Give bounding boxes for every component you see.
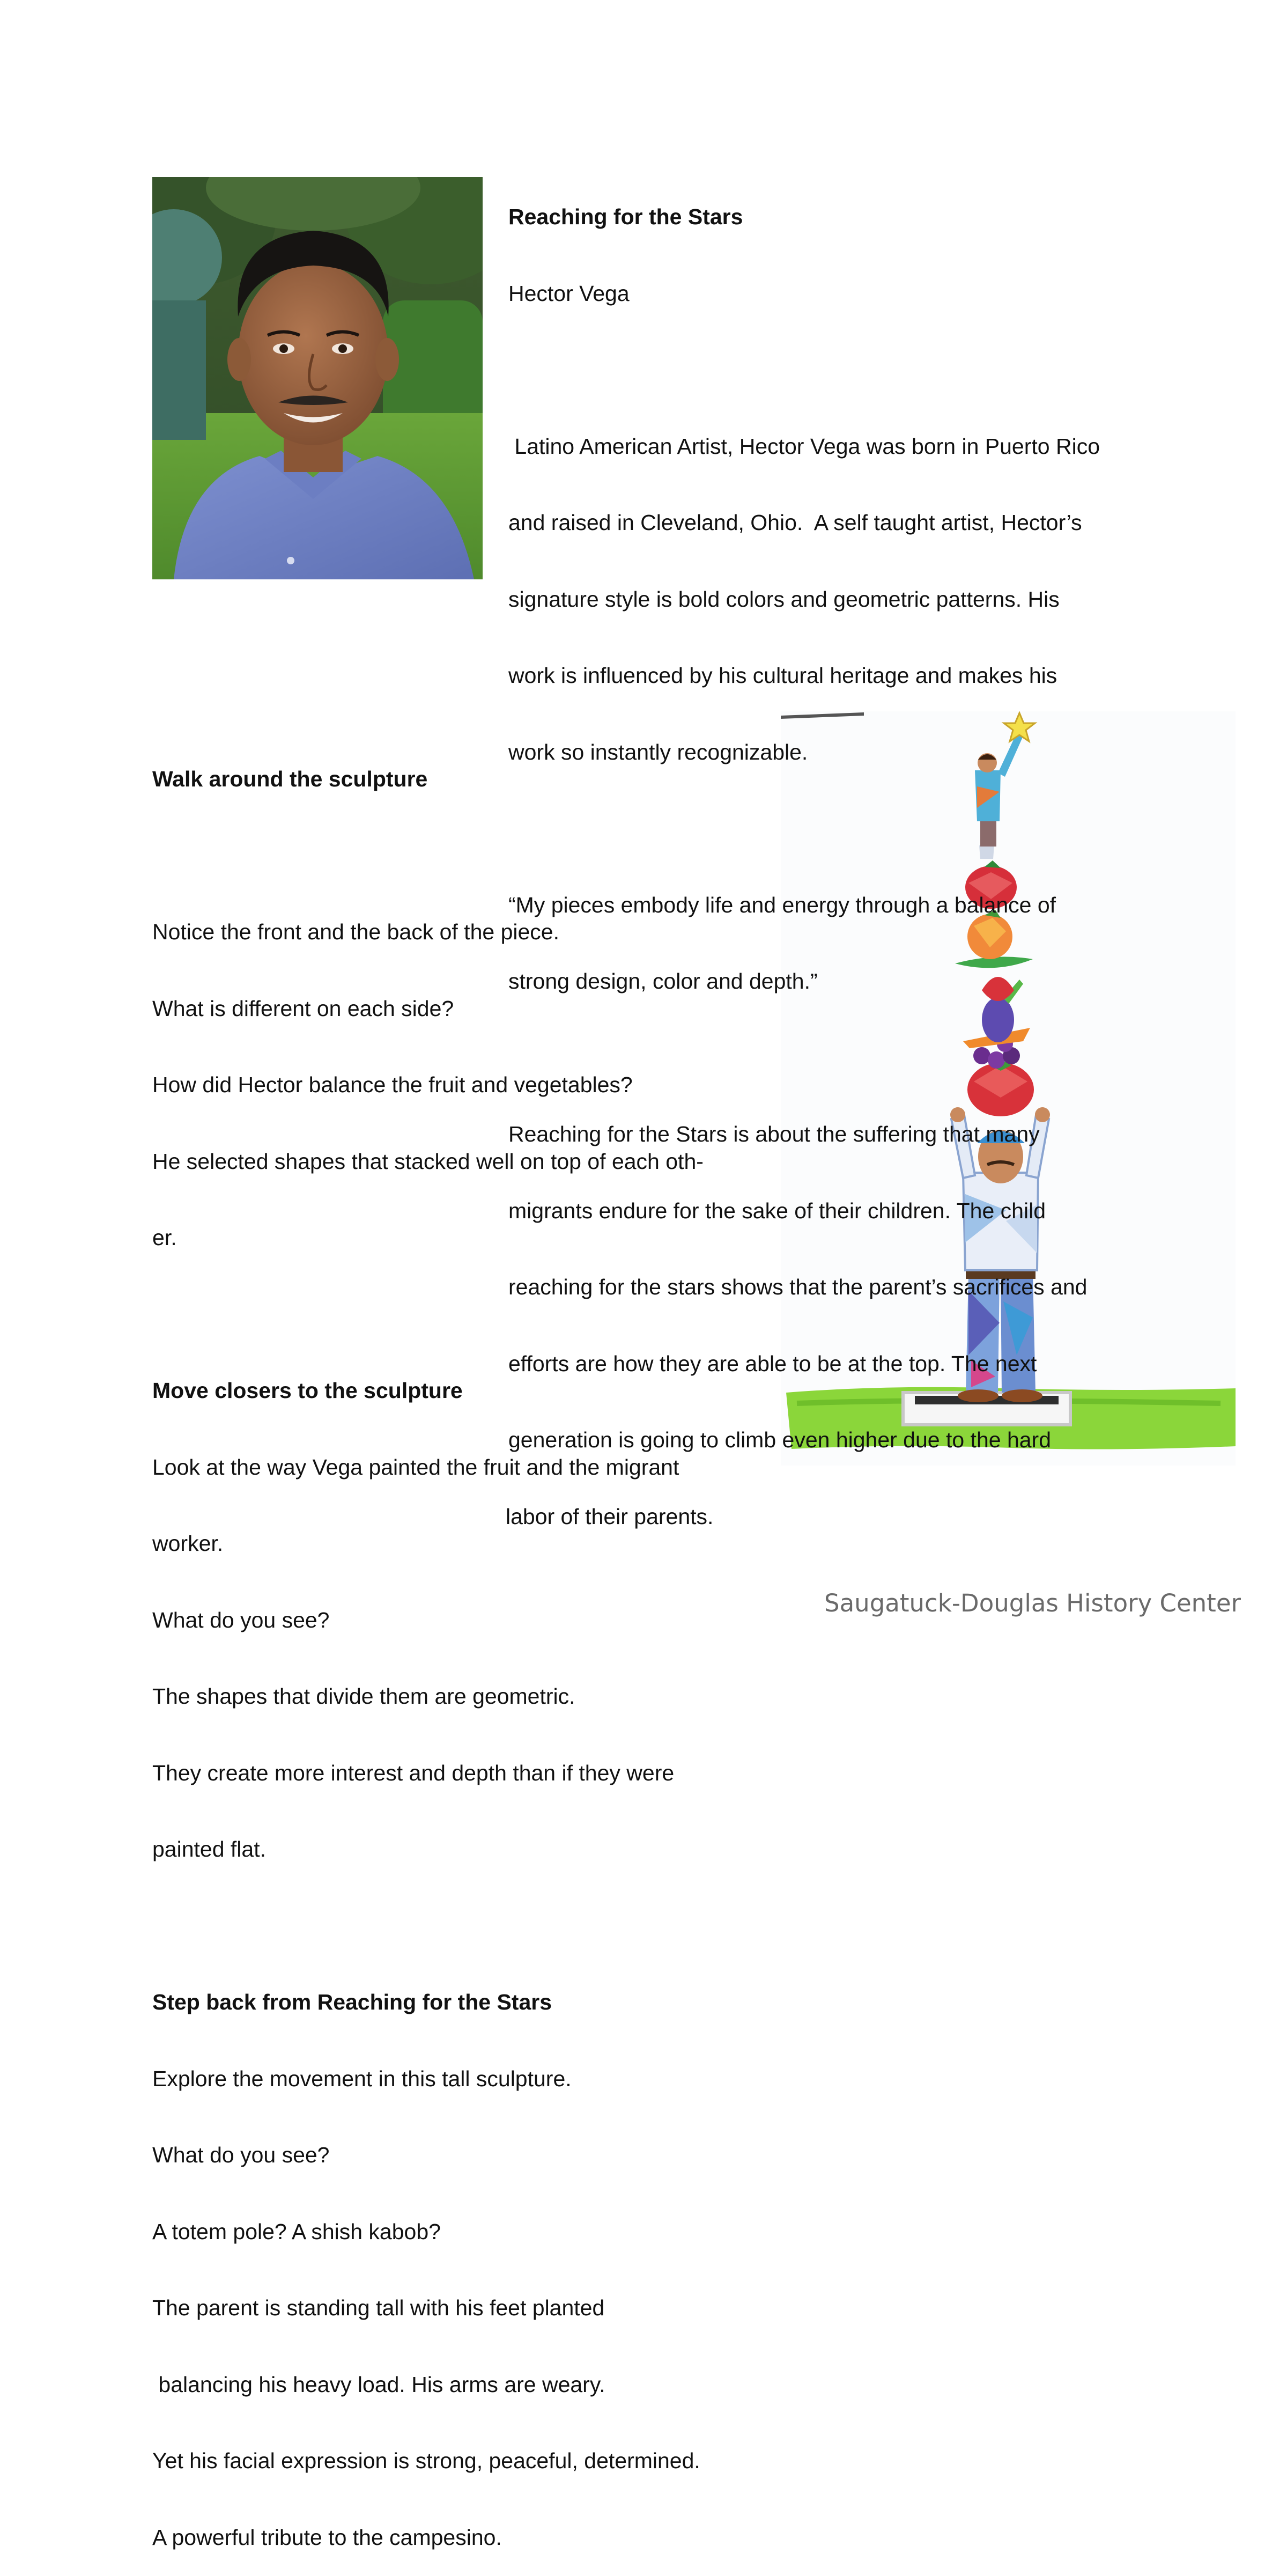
section-line: Yet his facial expression is strong, peaceful, determined.: [152, 2448, 700, 2473]
bio-line: Latino American Artist, Hector Vega was born in Puerto Rico: [508, 433, 1100, 459]
section-line: A powerful tribute to the campesino.: [152, 2525, 502, 2550]
quote-line: strong design, color and depth.”: [508, 969, 818, 993]
footer-credit: Saugatuck-Douglas History Center: [824, 1589, 1241, 1617]
section-line: The parent is standing tall with his feet planted: [152, 2295, 605, 2320]
section-line: Notice the front and the back of the piece.: [152, 919, 559, 944]
section-line: Look at the way Vega painted the fruit and the migrant: [152, 1454, 679, 1480]
section-line: What is different on each side?: [152, 996, 454, 1021]
section-heading: Walk around the sculpture: [152, 767, 428, 791]
description-line: reaching for the stars shows that the parent’s sacrifices and: [508, 1275, 1088, 1299]
section-line: er.: [152, 1225, 177, 1250]
description-line: Reaching for the Stars is about the suffering that many: [508, 1122, 1040, 1146]
section-line: They create more interest and depth than if they were: [152, 1760, 675, 1785]
section-line: How did Hector balance the fruit and vegetables?: [152, 1072, 633, 1097]
section-line: painted flat.: [152, 1837, 266, 1861]
section-line: A totem pole? A shish kabob?: [152, 2219, 441, 2244]
section-line: He selected shapes that stacked well on top of each oth-: [152, 1149, 704, 1174]
description-line: migrants endure for the sake of their children. The child: [508, 1198, 1046, 1223]
quote-line: “My pieces embody life and energy through a balance of: [508, 892, 1056, 917]
activities-block: [152, 716, 704, 2576]
section-line: Explore the movement in this tall sculpture.: [152, 2066, 572, 2091]
artist-name: Hector Vega: [508, 281, 630, 306]
bio-line: and raised in Cleveland, Ohio. A self taught artist, Hector’s: [508, 510, 1082, 535]
section-heading: Step back from Reaching for the Stars: [152, 1990, 552, 2014]
section-line: What do you see?: [152, 1607, 330, 1632]
section-line: worker.: [152, 1531, 224, 1556]
section-line: The shapes that divide them are geometric.: [152, 1684, 575, 1709]
artist-portrait: [152, 177, 483, 579]
bio-line: signature style is bold colors and geometric patterns. His: [508, 586, 1060, 612]
section-line: What do you see?: [152, 2143, 330, 2167]
description-line: generation is going to climb even higher due to the hard: [508, 1427, 1052, 1452]
bio-line: work so instantly recognizable.: [508, 739, 808, 764]
section-heading: Move closers to the sculpture: [152, 1378, 463, 1403]
section-line: balancing his heavy load. His arms are weary.: [152, 2372, 605, 2397]
artwork-title: Reaching for the Stars: [508, 204, 743, 229]
description-line: labor of their parents.: [506, 1504, 714, 1529]
description-line: efforts are how they are able to be at the top. The next: [508, 1351, 1037, 1376]
bio-line: work is influenced by his cultural heritage and makes his: [508, 663, 1057, 688]
